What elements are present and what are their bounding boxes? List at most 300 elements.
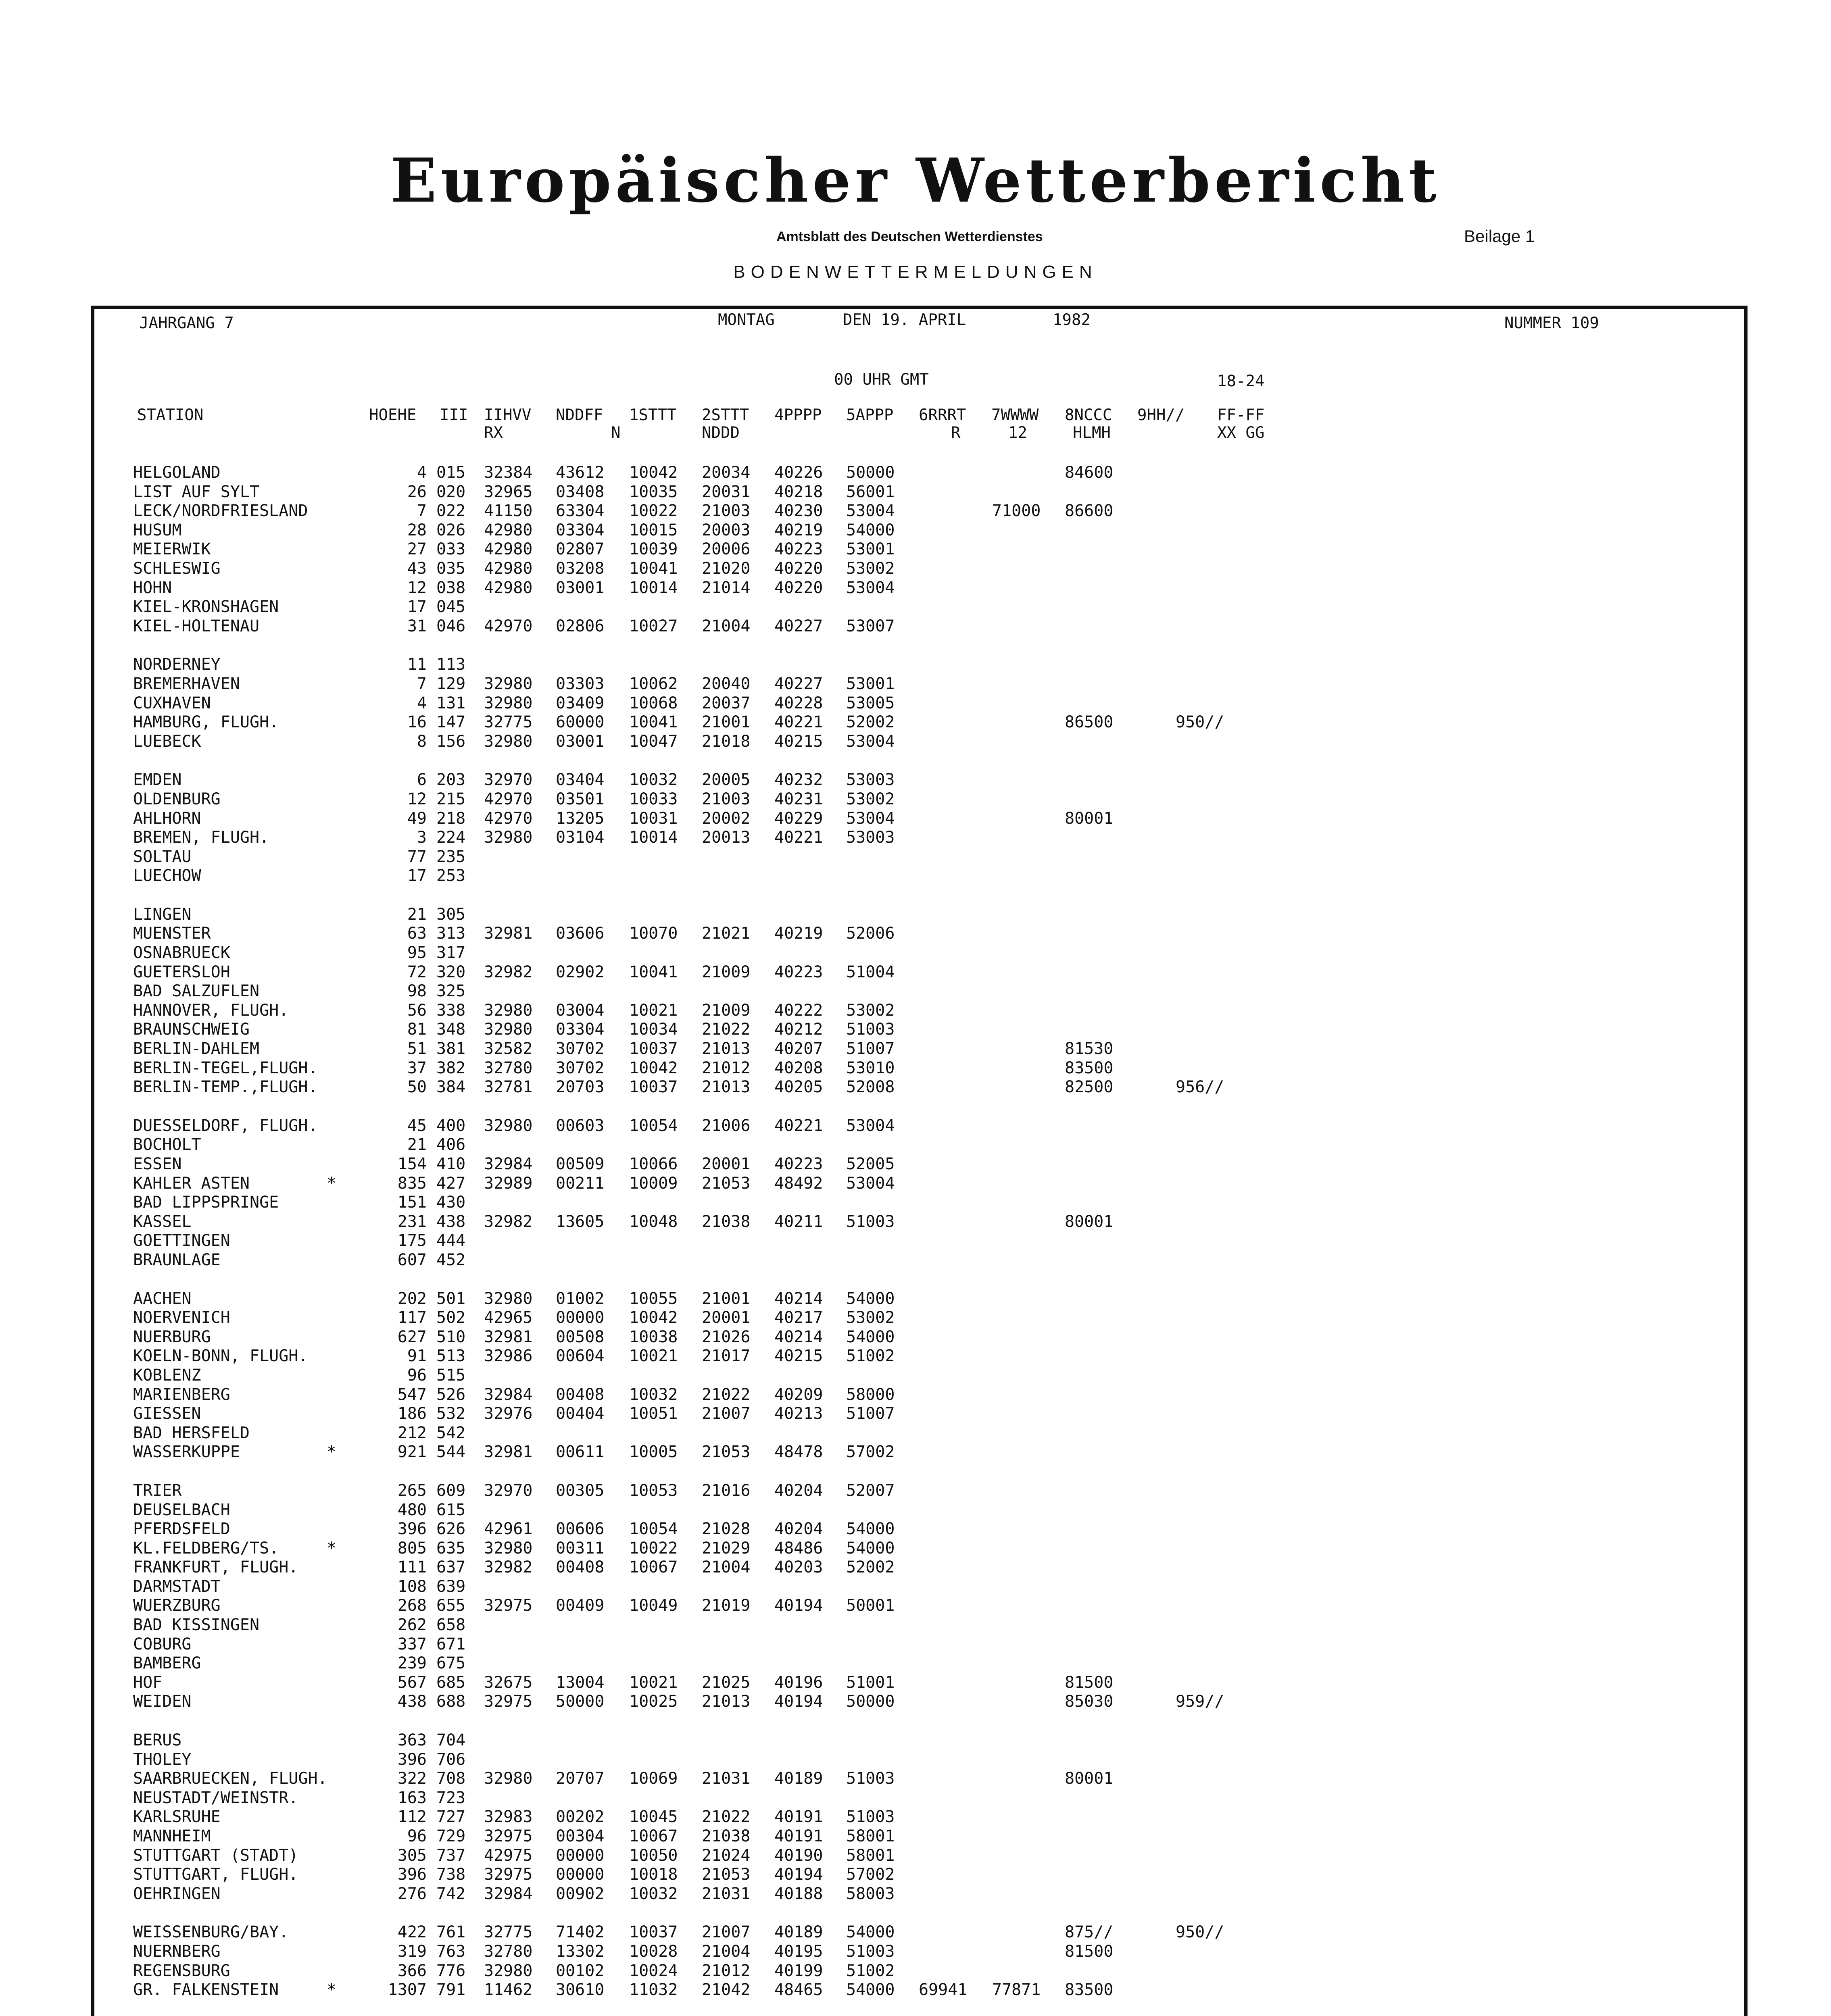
group-5appp: 53004 [846,1174,895,1193]
station-number: 038 [436,578,466,597]
station-name: BERLIN-DAHLEM [133,1039,260,1058]
group-1sttt: 10050 [629,1846,678,1865]
station-number: 427 [436,1174,466,1193]
group-iihvv: 32980 [484,1116,533,1135]
station-name: OSNABRUECK [133,943,230,962]
station-name: WEISSENBURG/BAY. [133,1923,289,1942]
group-8nccc: 80001 [1065,809,1114,828]
elevation: 7 [417,674,427,693]
group-5appp: 51004 [846,962,895,981]
station-number: 045 [436,598,466,616]
group-iihvv: 32975 [484,1596,533,1615]
station-name: REGENSBURG [133,1961,230,1980]
mountain-mark: * [327,1981,337,1999]
group-iihvv: 32970 [484,771,533,789]
station-name: BAD HERSFELD [133,1423,250,1442]
group-1sttt: 10041 [629,713,678,732]
group-5appp: 53005 [846,694,895,712]
group-1sttt: 10042 [629,1308,678,1327]
station-name: SAARBRUECKEN, FLUGH. [133,1769,327,1788]
station-number: 502 [436,1308,466,1327]
elevation: 268 [397,1596,427,1615]
group-4pppp: 40228 [774,694,823,712]
group-5appp: 57002 [846,1443,895,1462]
group-8nccc: 86500 [1065,713,1114,732]
elevation: 396 [397,1520,427,1539]
station-number: 708 [436,1769,466,1788]
group-iihvv: 32982 [484,1212,533,1231]
group-2sttt: 21042 [702,1981,751,1999]
station-name: KASSEL [133,1212,192,1231]
date: DEN 19. APRIL [843,311,966,329]
group-2sttt: 20001 [702,1155,751,1173]
group-iihvv: 32965 [484,482,533,501]
elevation: 81 [407,1020,427,1039]
group-4pppp: 40194 [774,1865,823,1884]
group-5appp: 52006 [846,924,895,943]
group-7wwww: 77871 [992,1981,1041,1999]
group-2sttt: 21009 [702,962,751,981]
group-2sttt: 21012 [702,1058,751,1077]
station-name: BRAUNSCHWEIG [133,1020,250,1039]
station-number: 147 [436,713,466,732]
elevation: 262 [397,1616,427,1635]
elevation: 202 [397,1289,427,1308]
station-number: 763 [436,1942,466,1961]
station-number: 026 [436,521,466,539]
group-5appp: 52002 [846,1558,895,1577]
station-name: BRAUNLAGE [133,1250,221,1269]
group-5appp: 52005 [846,1155,895,1173]
group-1sttt: 10032 [629,1884,678,1903]
group-nddff: 02902 [556,962,605,981]
group-9hh: 956// [1176,1078,1224,1097]
station-number: 729 [436,1827,466,1845]
group-8nccc: 86600 [1065,502,1114,521]
group-nddff: 00408 [556,1558,605,1577]
jahrgang: JAHRGANG 7 [139,314,234,332]
elevation: 51 [407,1039,427,1058]
group-nddff: 50000 [556,1692,605,1711]
station-name: BERLIN-TEMP.,FLUGH. [133,1078,318,1097]
group-5appp: 52008 [846,1078,895,1097]
elevation: 438 [397,1692,427,1711]
group-4pppp: 40211 [774,1212,823,1231]
group-iihvv: 32982 [484,962,533,981]
station-number: 542 [436,1423,466,1442]
group-2sttt: 20001 [702,1308,751,1327]
station-name: TRIER [133,1481,182,1500]
group-1sttt: 10067 [629,1558,678,1577]
group-5appp: 51002 [846,1961,895,1980]
group-2sttt: 21001 [702,1289,751,1308]
elevation: 21 [407,1135,427,1154]
group-nddff: 00000 [556,1308,605,1327]
group-2sttt: 21038 [702,1827,751,1845]
group-iihvv: 42961 [484,1520,533,1539]
group-iihvv: 32675 [484,1673,533,1692]
group-2sttt: 21017 [702,1347,751,1366]
elevation: 117 [397,1308,427,1327]
elevation: 108 [397,1577,427,1596]
elevation: 3 [417,828,427,847]
elevation: 77 [407,847,427,866]
group-iihvv: 32984 [484,1155,533,1173]
elevation: 337 [397,1635,427,1654]
station-name: ESSEN [133,1155,182,1173]
group-1sttt: 10068 [629,694,678,712]
col-rx: RX [484,424,503,442]
group-2sttt: 21014 [702,578,751,597]
group-nddff: 03501 [556,789,605,808]
station-number: 317 [436,943,466,962]
station-number: 532 [436,1404,466,1423]
station-name: HUSUM [133,521,182,539]
group-iihvv: 32975 [484,1865,533,1884]
group-5appp: 52007 [846,1481,895,1500]
group-5appp: 58001 [846,1846,895,1865]
group-1sttt: 10042 [629,1058,678,1077]
station-name: KARLSRUHE [133,1808,221,1826]
group-1sttt: 10069 [629,1769,678,1788]
station-name: MEIERWIK [133,540,211,559]
group-2sttt: 20034 [702,463,751,482]
group-1sttt: 10028 [629,1942,678,1961]
station-name: BAD KISSINGEN [133,1616,260,1635]
col-n: N [611,424,621,442]
station-name: GOETTINGEN [133,1231,230,1250]
group-1sttt: 10049 [629,1596,678,1615]
elevation: 6 [417,771,427,789]
group-2sttt: 20040 [702,674,751,693]
elevation: 363 [397,1731,427,1750]
group-2sttt: 21029 [702,1539,751,1558]
station-name: GUETERSLOH [133,962,230,981]
station-number: 305 [436,905,466,924]
group-iihvv: 42980 [484,578,533,597]
group-1sttt: 10045 [629,1808,678,1826]
station-number: 727 [436,1808,466,1826]
elevation: 50 [407,1078,427,1097]
group-1sttt: 10009 [629,1174,678,1193]
group-2sttt: 20005 [702,771,751,789]
group-iihvv: 32980 [484,828,533,847]
group-5appp: 53004 [846,732,895,751]
group-nddff: 43612 [556,463,605,482]
group-4pppp: 40227 [774,674,823,693]
station-number: 381 [436,1039,466,1058]
elevation: 12 [407,578,427,597]
elevation: 26 [407,482,427,501]
station-name: WASSERKUPPE [133,1443,240,1462]
mountain-mark: * [327,1443,337,1462]
group-2sttt: 21012 [702,1961,751,1980]
group-nddff: 00508 [556,1327,605,1346]
group-5appp: 50000 [846,1692,895,1711]
group-2sttt: 21004 [702,1942,751,1961]
station-number: 410 [436,1155,466,1173]
station-name: BERLIN-TEGEL,FLUGH. [133,1058,318,1077]
elevation: 7 [417,502,427,521]
group-5appp: 53010 [846,1058,895,1077]
group-iihvv: 32980 [484,1769,533,1788]
group-4pppp: 40194 [774,1692,823,1711]
station-number: 706 [436,1750,466,1769]
station-name: STUTTGART, FLUGH. [133,1865,298,1884]
group-nddff: 13205 [556,809,605,828]
group-4pppp: 40219 [774,924,823,943]
group-4pppp: 40204 [774,1520,823,1539]
group-8nccc: 80001 [1065,1769,1114,1788]
group-1sttt: 10047 [629,732,678,751]
group-2sttt: 21016 [702,1481,751,1500]
group-2sttt: 21021 [702,924,751,943]
station-name: BOCHOLT [133,1135,201,1154]
group-iihvv: 32984 [484,1884,533,1903]
station-name: LUECHOW [133,866,201,885]
group-1sttt: 10070 [629,924,678,943]
group-2sttt: 21013 [702,1078,751,1097]
group-6rrrt: 69941 [919,1981,968,1999]
group-nddff: 00305 [556,1481,605,1500]
elevation: 17 [407,866,427,885]
elevation: 154 [397,1155,427,1173]
group-1sttt: 10048 [629,1212,678,1231]
station-number: 515 [436,1366,466,1385]
station-number: 704 [436,1731,466,1750]
col-1sttt: 1STTT [629,406,677,424]
col-hlmh: HLMH [1073,424,1111,442]
group-9hh: 950// [1176,1923,1224,1942]
group-4pppp: 40203 [774,1558,823,1577]
group-8nccc: 80001 [1065,1212,1114,1231]
group-iihvv: 11462 [484,1981,533,1999]
group-2sttt: 21003 [702,789,751,808]
group-5appp: 51003 [846,1212,895,1231]
group-4pppp: 40221 [774,1116,823,1135]
group-1sttt: 10038 [629,1327,678,1346]
station-number: 791 [436,1981,466,1999]
group-5appp: 53004 [846,502,895,521]
group-5appp: 53002 [846,789,895,808]
station-number: 046 [436,616,466,635]
elevation: 11 [407,655,427,674]
group-5appp: 51007 [846,1039,895,1058]
group-iihvv: 32781 [484,1078,533,1097]
group-1sttt: 10021 [629,1673,678,1692]
station-number: 615 [436,1500,466,1519]
period-label: 18-24 [1217,372,1265,390]
station-number: 444 [436,1231,466,1250]
group-nddff: 00304 [556,1827,605,1845]
station-number: 761 [436,1923,466,1942]
station-number: 639 [436,1577,466,1596]
group-4pppp: 40218 [774,482,823,501]
group-4pppp: 40190 [774,1846,823,1865]
group-2sttt: 21053 [702,1443,751,1462]
station-name: COBURG [133,1635,192,1654]
group-nddff: 02807 [556,540,605,559]
group-4pppp: 40188 [774,1884,823,1903]
group-2sttt: 21003 [702,502,751,521]
group-iihvv: 32780 [484,1058,533,1077]
group-iihvv: 42975 [484,1846,533,1865]
col-nddd: NDDD [702,424,740,442]
group-nddff: 00102 [556,1961,605,1980]
group-5appp: 54000 [846,1539,895,1558]
station-number: 637 [436,1558,466,1577]
col-hoehe: HOEHE [369,406,417,424]
elevation: 547 [397,1385,427,1404]
station-name: AACHEN [133,1289,192,1308]
station-name: THOLEY [133,1750,192,1769]
station-name: KOELN-BONN, FLUGH. [133,1347,308,1366]
group-2sttt: 21018 [702,732,751,751]
group-4pppp: 40208 [774,1058,823,1077]
group-5appp: 57002 [846,1865,895,1884]
group-iihvv: 32980 [484,1539,533,1558]
elevation: 322 [397,1769,427,1788]
group-iihvv: 32980 [484,674,533,693]
group-4pppp: 40215 [774,1347,823,1366]
station-number: 406 [436,1135,466,1154]
group-nddff: 00408 [556,1385,605,1404]
group-2sttt: 21007 [702,1404,751,1423]
elevation: 43 [407,559,427,578]
group-5appp: 51007 [846,1404,895,1423]
station-number: 513 [436,1347,466,1366]
group-nddff: 02806 [556,616,605,635]
group-4pppp: 40226 [774,463,823,482]
station-number: 430 [436,1193,466,1212]
station-name: OLDENBURG [133,789,221,808]
station-name: MUENSTER [133,924,211,943]
group-iihvv: 32970 [484,1481,533,1500]
group-iihvv: 32775 [484,713,533,732]
group-iihvv: 32976 [484,1404,533,1423]
group-nddff: 00211 [556,1174,605,1193]
group-4pppp: 40189 [774,1923,823,1942]
group-2sttt: 21009 [702,1001,751,1020]
elevation: 111 [397,1558,427,1577]
group-4pppp: 40189 [774,1769,823,1788]
group-1sttt: 10022 [629,1539,678,1558]
group-5appp: 58003 [846,1884,895,1903]
group-nddff: 30702 [556,1039,605,1058]
group-1sttt: 10053 [629,1481,678,1500]
group-1sttt: 10034 [629,1020,678,1039]
group-4pppp: 48486 [774,1539,823,1558]
elevation: 1307 [388,1981,427,1999]
group-nddff: 03606 [556,924,605,943]
group-5appp: 53003 [846,771,895,789]
group-nddff: 03001 [556,578,605,597]
elevation: 231 [397,1212,427,1231]
elevation: 72 [407,962,427,981]
elevation: 31 [407,616,427,635]
station-number: 544 [436,1443,466,1462]
group-nddff: 00000 [556,1846,605,1865]
group-1sttt: 10037 [629,1039,678,1058]
group-5appp: 53004 [846,578,895,597]
group-iihvv: 32981 [484,1327,533,1346]
station-name: KL.FELDBERG/TS. [133,1539,279,1558]
group-iihvv: 32980 [484,1020,533,1039]
elevation: 805 [397,1539,427,1558]
group-1sttt: 10018 [629,1865,678,1884]
group-7wwww: 71000 [992,502,1041,521]
group-iihvv: 42965 [484,1308,533,1327]
group-5appp: 53001 [846,674,895,693]
group-2sttt: 21053 [702,1174,751,1193]
group-iihvv: 32986 [484,1347,533,1366]
elevation: 319 [397,1942,427,1961]
group-1sttt: 10035 [629,482,678,501]
group-iihvv: 42970 [484,809,533,828]
station-number: 609 [436,1481,466,1500]
station-name: FRANKFURT, FLUGH. [133,1558,298,1577]
station-number: 384 [436,1078,466,1097]
station-number: 325 [436,982,466,1001]
elevation: 480 [397,1500,427,1519]
group-2sttt: 21031 [702,1884,751,1903]
group-2sttt: 21019 [702,1596,751,1615]
group-8nccc: 82500 [1065,1078,1114,1097]
station-name: HOHN [133,578,172,597]
col-5appp: 5APPP [846,406,894,424]
beilage-label: Beilage 1 [1464,227,1535,246]
station-name: KOBLENZ [133,1366,201,1385]
elevation: 28 [407,521,427,539]
group-4pppp: 40191 [774,1808,823,1826]
group-nddff: 03304 [556,1020,605,1039]
group-nddff: 00404 [556,1404,605,1423]
group-1sttt: 10055 [629,1289,678,1308]
elevation: 607 [397,1250,427,1269]
group-nddff: 00611 [556,1443,605,1462]
group-iihvv: 32981 [484,924,533,943]
station-number: 235 [436,847,466,866]
group-5appp: 50001 [846,1596,895,1615]
elevation: 49 [407,809,427,828]
col-9hh: 9HH// [1137,406,1185,424]
group-5appp: 51003 [846,1020,895,1039]
group-4pppp: 40223 [774,962,823,981]
group-2sttt: 21053 [702,1865,751,1884]
station-name: DEUSELBACH [133,1500,230,1519]
station-number: 688 [436,1692,466,1711]
station-name: DARMSTADT [133,1577,221,1596]
group-nddff: 13302 [556,1942,605,1961]
elevation: 396 [397,1750,427,1769]
group-1sttt: 10015 [629,521,678,539]
report-frame [91,306,1748,2016]
station-name: OEHRINGEN [133,1884,221,1903]
group-5appp: 54000 [846,1981,895,1999]
station-number: 020 [436,482,466,501]
station-name: NORDERNEY [133,655,221,674]
group-4pppp: 40194 [774,1596,823,1615]
group-4pppp: 40223 [774,540,823,559]
elevation: 27 [407,540,427,559]
group-2sttt: 20006 [702,540,751,559]
group-5appp: 52002 [846,713,895,732]
col-2sttt: 2STTT [702,406,749,424]
group-iihvv: 32980 [484,694,533,712]
elevation: 112 [397,1808,427,1826]
section-title: BODENWETTERMELDUNGEN [733,262,1098,282]
subtitle: Amtsblatt des Deutschen Wetterdienstes [776,229,1043,244]
